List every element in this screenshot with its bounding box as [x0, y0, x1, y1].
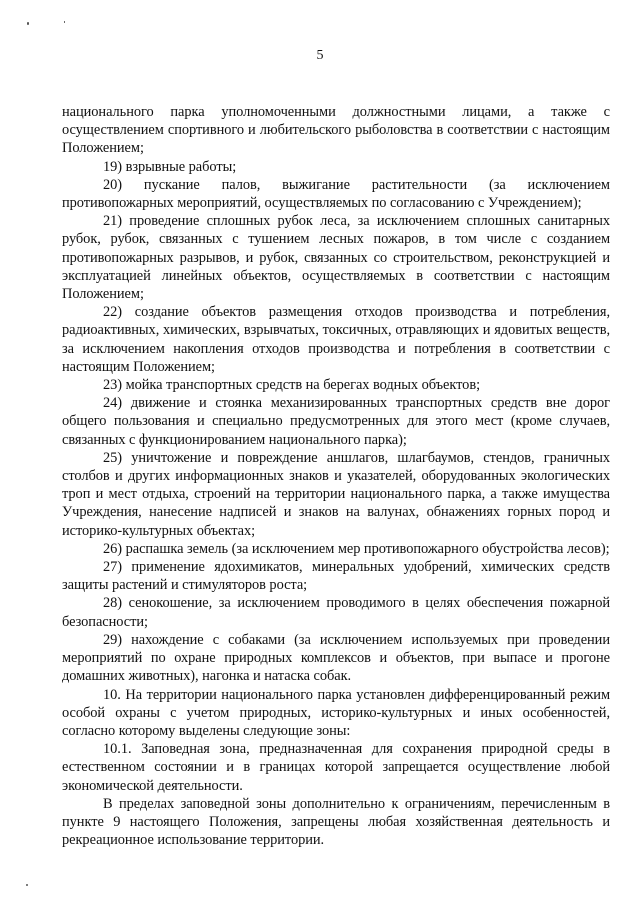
scan-speck	[26, 884, 28, 886]
paragraph-continuation: национального парка уполномоченными должностными лицами, а также с осуществлением спортивного и любительского рыболовства в соответствии с настоящим Положением;	[62, 104, 610, 157]
section-10-1-paragraph: 10.1. Заповедная зона, предназначенная для сохранения природной среды в естественном состоянии и в границах которой запрещается осуществление любой экономической деятельности.	[62, 741, 610, 794]
document-body	[62, 103, 610, 849]
list-item-27: 27) применение ядохимикатов, минеральных удобрений, химических средств защиты растений и стимуляторов роста;	[62, 559, 610, 594]
list-item-29: 29) нахождение с собаками (за исключением используемых при проведении мероприятий по охране природных комплексов и объектов, при выпасе и прогоне домашних животных), нагонка и натаска собак.	[62, 631, 610, 685]
list-item-25: 25) уничтожение и повреждение аншлагов, шлагбаумов, стендов, граничных столбов и других информационных знаков и указателей, оборудованных экологических троп и мест отдыха, строений на территории национального парка, а также имущества Учреждения, нанесение надписей и знаков на валунах, обнажениях горных пород и историко-культурных объектах;	[62, 449, 610, 539]
list-item-24: 24) движение и стоянка механизированных транспортных средств вне дорог общего пользования и специально предусмотренных для этого мест (кроме случаев, связанных с функционированием национального парка);	[62, 395, 610, 448]
list-item-26: 26) распашка земель (за исключением мер противопожарного обустройства лесов);	[103, 540, 610, 557]
list-item-23: 23) мойка транспортных средств на берегах водных объектов;	[103, 377, 481, 394]
list-item-22: 22) создание объектов размещения отходов производства и потребления, радиоактивных, химических, взрывчатых, токсичных, отравляющих и ядовитых веществ, за исключением накопления отходов производства и потребления в соответствии с настоящим Положением;	[62, 304, 610, 375]
scan-speck	[64, 21, 65, 23]
scan-speck	[27, 22, 29, 25]
section-10-paragraph: 10. На территории национального парка установлен дифференцированный режим особой охраны с учетом природных, историко-культурных и иных особенностей, согласно которому выделены следующие зоны:	[62, 686, 610, 739]
list-item-21: 21) проведение сплошных рубок леса, за исключением сплошных санитарных рубок, рубок, связанных с тушением лесных пожаров, в том числе с созданием противопожарных разрывов, и рубок, связанных со строительством, реконструкцией и эксплуатацией линейных объектов, осуществляемых в соответствии с настоящим Положением;	[62, 213, 610, 303]
list-item-19: 19) взрывные работы;	[103, 158, 237, 175]
list-item-28: 28) сенокошение, за исключением проводимого в целях обеспечения пожарной безопасности;	[62, 595, 610, 630]
list-item-20: 20) пускание палов, выжигание растительности (за исключением противопожарных мероприятий, осуществляемых по согласованию с Учреждением);	[62, 176, 610, 212]
reserve-zone-paragraph: В пределах заповедной зоны дополнительно к ограничениям, перечисленным в пункте 9 настоящего Положения, запрещены любая хозяйственная деятельность и рекреационное использование территории.	[62, 795, 610, 849]
page-number: 5	[316, 48, 324, 63]
